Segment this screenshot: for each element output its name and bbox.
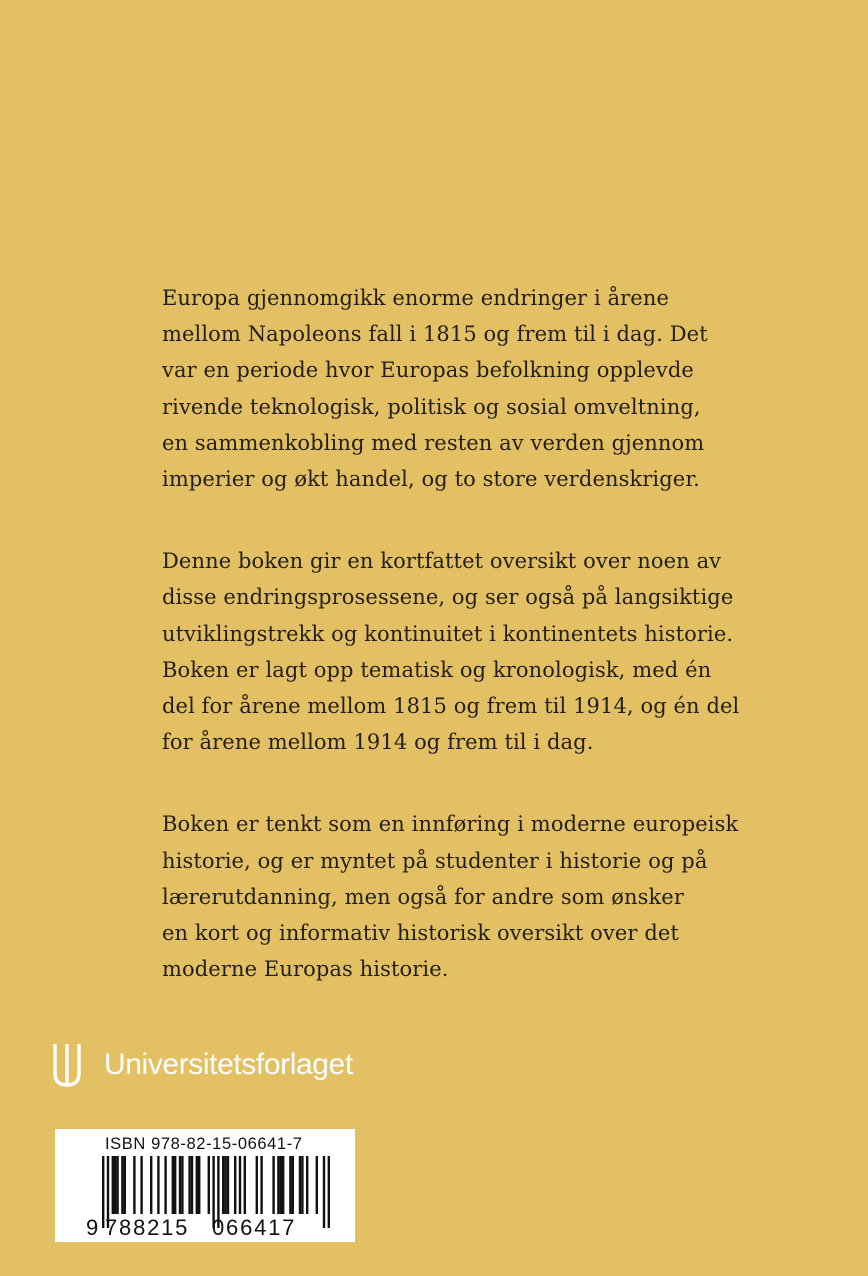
- barcode-bar: [323, 1156, 325, 1228]
- barcode-bar: [124, 1156, 126, 1214]
- text-line: Boken er lagt opp tematisk og kronologisk, med én: [162, 657, 712, 682]
- barcode-bar: [328, 1156, 330, 1228]
- isbn-label: ISBN 978-82-15-06641-7: [105, 1135, 303, 1153]
- text-line: en sammenkobling med resten av verden gjennom: [162, 430, 705, 455]
- barcode-bar: [133, 1156, 135, 1214]
- publisher-block: [52, 1043, 353, 1087]
- barcode-bar: [164, 1156, 166, 1214]
- barcode-bar: [116, 1156, 118, 1214]
- text-line: utviklingstrekk og kontinuitet i kontinentets historie.: [162, 621, 734, 646]
- text-line: lærerutdanning, men også for andre som ønsker: [162, 884, 684, 909]
- barcode-bar: [196, 1156, 198, 1214]
- publisher-name: Universitetsforlaget: [104, 1048, 353, 1081]
- barcode-bar: [114, 1156, 116, 1214]
- barcode-bar: [222, 1156, 224, 1214]
- barcode-bar: [234, 1156, 236, 1214]
- paragraph-1: [162, 280, 862, 497]
- barcode-bar: [174, 1156, 176, 1214]
- isbn-barcode: [55, 1129, 355, 1242]
- text-line: mellom Napoleons fall i 1815 og frem til i dag. Det: [162, 322, 708, 347]
- barcode-bar: [172, 1156, 174, 1214]
- barcode-bar: [277, 1156, 279, 1214]
- barcode-bar: [198, 1156, 200, 1214]
- text-line: rivende teknologisk, politisk og sosial omveltning,: [162, 394, 701, 419]
- barcode-digits-right: 066417: [212, 1215, 297, 1240]
- universitetsforlaget-logo-icon: [52, 1043, 82, 1087]
- barcode-bar: [272, 1156, 274, 1214]
- barcode-bar: [224, 1156, 226, 1214]
- barcode-bar: [299, 1156, 301, 1214]
- barcode-bar: [121, 1156, 123, 1214]
- barcode-bar: [301, 1156, 303, 1214]
- barcode-bar: [112, 1156, 114, 1214]
- barcode-bar: [191, 1156, 193, 1214]
- text-line: del for årene mellom 1815 og frem til 1914, og én del: [162, 694, 740, 719]
- barcode-bar: [179, 1156, 181, 1214]
- barcode-bar: [289, 1156, 291, 1214]
- barcode-bar: [140, 1156, 142, 1214]
- text-line: historie, og er myntet på studenter i historie og på: [162, 848, 708, 873]
- barcode-bar: [256, 1156, 258, 1214]
- text-line: disse endringsprosessene, og ser også på langsiktige: [162, 585, 734, 610]
- barcode-digits-left: 788215: [105, 1215, 190, 1240]
- barcode-bar: [260, 1156, 262, 1214]
- barcode-bar: [157, 1156, 159, 1214]
- barcode-bar: [244, 1156, 246, 1214]
- text-line: Europa gjennomgikk enorme endringer i årene: [162, 286, 669, 310]
- barcode-bar: [150, 1156, 152, 1214]
- text-line: for årene mellom 1914 og frem til i dag.: [162, 730, 594, 755]
- paragraph-2: [162, 543, 862, 760]
- text-line: en kort og informativ historisk oversikt over det: [162, 921, 679, 946]
- barcode-bar: [280, 1156, 282, 1214]
- barcode-bar: [188, 1156, 190, 1214]
- blurb-text: [162, 280, 862, 1033]
- text-line: Boken er tenkt som en innføring i moderne europeisk: [162, 812, 739, 837]
- barcode-bar: [181, 1156, 183, 1214]
- barcode-bar: [208, 1156, 210, 1214]
- text-line: imperier og økt handel, og to store verdenskriger.: [162, 467, 700, 492]
- text-line: var en periode hvor Europas befolkning opplevde: [162, 358, 694, 383]
- barcode-bar: [239, 1156, 241, 1214]
- text-line: moderne Europas historie.: [162, 957, 449, 982]
- barcode-bar: [282, 1156, 284, 1214]
- barcode-bar: [306, 1156, 308, 1214]
- barcode-bar: [227, 1156, 229, 1214]
- barcode-bar: [316, 1156, 318, 1214]
- barcode-bar: [292, 1156, 294, 1214]
- text-line: Denne boken gir en kortfattet oversikt over noen av: [162, 549, 722, 574]
- paragraph-3: [162, 806, 862, 987]
- barcode-bars: [55, 1129, 355, 1242]
- barcode-digit-lead: 9: [86, 1215, 99, 1240]
